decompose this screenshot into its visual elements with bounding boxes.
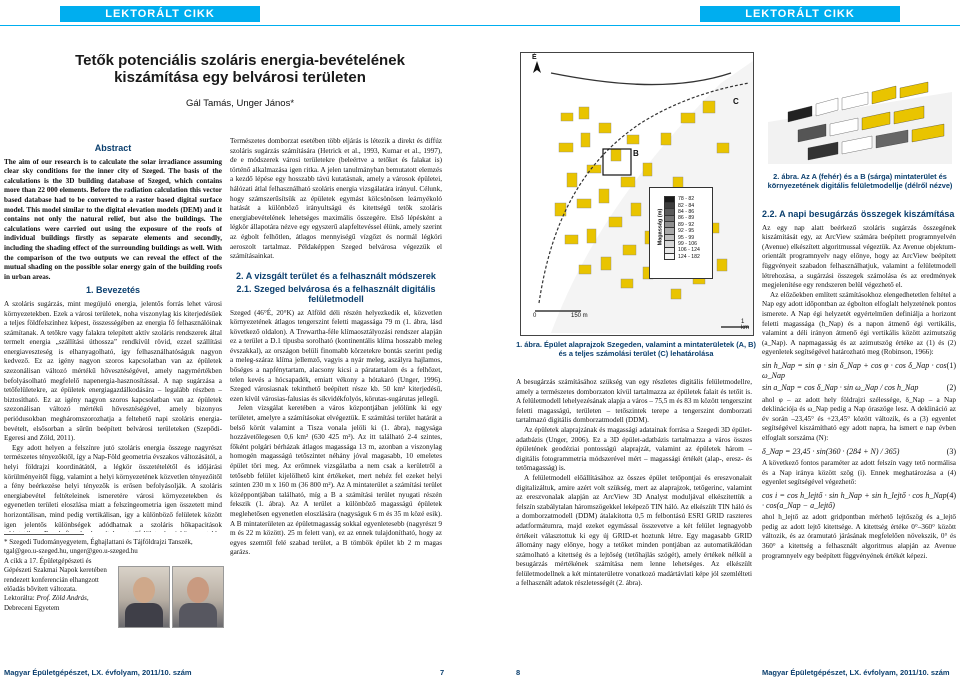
legend-row <box>662 254 700 260</box>
intro-heading: 1. Bevezetés <box>85 285 141 296</box>
section22-heading: 2.2. A napi besugárzás összegek kiszámítása <box>762 209 955 219</box>
equation-1 <box>762 361 956 380</box>
left-footer-page: 7 <box>440 668 445 677</box>
right-col2-paragraph-5: ahol h_lejtő az adott gridpontban mérhető lejtőszög és a_lejtő pedig az adott lejtő kitettsége. A kitettség értéke 0°–360° között változik, és az óramutató járásának megfelelően növekszik, 0° és 360° a kitettség a felhasznált algoritmus alapján az Avenue programnyelv egy beépített függvényének értékét képezi. <box>762 513 956 560</box>
intro-paragraph-2: Egy adott helyen a felszínre jutó szoláris energia összege nagyrészt természetes tényezőktől, így a Nap-Föld geometria évszakos változásától, a helyi földrajzi koordinátától, a légkör összetételétől és időjárási körülményeitől függ, valamint a helyi környezetének közvetlen tényezőitől a fény beérkezése helyi tényezők is erősen befolyásolják. A szoláris energiabevétel feltételeinek ismeretére városi környezetekben és egyenetlen területi eloszlása miatt a felszíngeometria igen összetett mind horizontálisan, mind pedig vertikálisan, így a különböző felületek között igen jelentős különbségek adódhatnak a szoláris hőkapacitások <box>4 443 222 529</box>
right-page <box>480 0 960 680</box>
legend-label: 124 - 182 <box>678 253 700 260</box>
equation-4-body: cos i = cos h_lejtő · sin h_Nap + sin h_lejtő · cos h_Nap · cos(a_Nap − a_lejtő) <box>762 491 947 510</box>
equation-2-number: (2) <box>946 383 956 393</box>
map-north-label: É <box>532 54 537 61</box>
article-authors: Gál Tamás, Unger János* <box>185 98 295 109</box>
left-column <box>4 140 222 532</box>
middle-paragraph-3: Jelen vizsgálat keretében a város központjában jelölünk ki egy területet, amelyre a számításokat elvégeztük. E számítási terület határát a belső körút valamint a Tisza vonala jelöli ki (1. ábra), nagysága hozzávetőlegesen 0,6 km² (630 425 m²). Az itt található 2-4 szintes, főként polgári bérházak átlagos magassága 13 m, azonban a viszonylag homogén magasságú tetőszintet néhány jóval magasabb, 10 emeletes épület töri meg. Az erőmnek vizsgálatba a nem csak a kerületről a tetősebb felület kijelölhető kint értékeket, mert nehéz fel ezeket helyi szinten 230 m x 160 m (36 800 m²). Az A mintaterület a számítási terület középpontjában található, míg a B a számítási terület nyugati részén fekszik (1. ábra). Az A terület a különböző magasságú épületek meglehetősen egyenetlen eloszlására (nagyságuk 6 m és 35 m közé esik). A B mintaterületen az épületmagasság sokkal egyenletesebb (nagyrészt 9 m és 22 m között). 25 m felett van), ez az ennek tulajdonítható, hogy az egyes szemtől felé szabad terület, a B tömbök épület kb 2 m magas garázs. <box>230 404 442 557</box>
left-section-tab: LEKTORÁLT CIKK <box>60 6 260 22</box>
right-col2-paragraph-2: Az előzőekben említett számításokhoz elengedhetetlen feltétel a Nap egy adott időpontban az égbolton elfoglalt helyzetének pontos ismerete. A Nap égi helyzetét egyértelműen definiálja a horizont feletti magassága (h_Nap) és a napon átmenő égi vertikális, valamint a déli irányon átmenő égi vertikális között azimutszög (a_Nap). A napmagasság és az azimutszög értéke az (1) és (2) egyenletek segítségével határozható meg (Robinson, 1966): <box>762 290 956 357</box>
legend-label: 82 - 84 <box>678 202 695 209</box>
left-footer-journal: Magyar Épületgépészet, LX. évfolyam, 2011/10. szám <box>4 668 192 677</box>
footnote-note: A cikk a 17. Épületgépészeti és Gépészeti Szakmai Napok keretében rendezett konferencián elhangzott előadás bővített változata. <box>4 556 107 594</box>
map-legend <box>649 187 713 279</box>
legend-label: 86 - 89 <box>678 215 695 222</box>
footnote-rule <box>4 534 84 535</box>
equation-4 <box>762 491 956 510</box>
right-column-1 <box>516 378 752 660</box>
abstract-heading: Abstract <box>94 143 132 153</box>
legend-label: 106 - 124 <box>678 247 700 254</box>
left-header-rule <box>0 25 480 26</box>
equation-4-number: (4) <box>946 491 956 501</box>
legend-swatch <box>664 253 675 260</box>
article-title-line1: Tetők potenciális szoláris energia-bevételének <box>75 52 405 69</box>
intro-paragraph-1: A szoláris sugárzás, mint megújuló energia, jelentős forrás lehet városi környezetekben. Ezek a városi területek, noha viszonylag kis kiterjedésűek a teljes földfelszínhez képest, összességében az energia fő felhasználóinak számítanak. A tetőkre vagy falakra telepített aktív szoláris rendszerek által termelt energia „szállítási úthossza” rendkívül rövid, ezzel szállítási energiaveszteség is elhanyagolható, így felhasználhatóságuk nagyon kedvező. Ez az igény nagyon szoros kapcsolatban van az épületek szezonálisan változó mértékű hővesztéségével, amely nagymértékben befolyásolható megfelelő napenergia-hasznosítással. A nap sugárzása a tetőfelületekre, az épületek energiagazdálkodására – legalább részben – biztosítható. Ez az igény nagyon szoros kapcsolatban van az épületek szezonálisan változó mértékű hővesztéségével, amely bizonyos periódusokban megháromszorozhatja a feltehető napi szoláris energia-bevételt, elsősorban a sűrűn beépített belvárosi területeken (Szepődi-Egeresi and Zöld, 2011). <box>4 299 222 443</box>
equation-3 <box>762 447 956 457</box>
legend-title: Magasság (m) <box>657 208 664 246</box>
footnote-lector-label: Lektorálta: <box>4 594 35 603</box>
right-col2-paragraph-3: ahol φ – az adott hely földrajzi szélessége, δ_Nap – a Nap deklinációja és ω_Nap pedig a Nap óraszöge lesz. A deklináció az év során –23,45° és +23,45° között változik, és a (3) egyenlet segítségével kiszámítható egy adott napra, ha ismert e nap évben elfoglalt sorszáma (N): <box>762 395 956 443</box>
footnote-lector-name: Prof. Zöld András, <box>36 594 89 603</box>
right-col1-paragraph-2: Az épületek alaprajzának és magassági adatainak forrása a Szegedi 3D épület-adatbázis (Unger, 2006). Ez a 3D épület-adatbázis tartalmazza a város összes épületének geodéziai pontosságú alaprajzát, valamint az épületek három – digitális fotogrammetria módszerével mért – magassági értékét (alap-, eresz- és tetőmagasság) is. <box>516 425 752 473</box>
right-col2-paragraph-4: A következő fontos paraméter az adott felszín vagy tető normálisa és a Nap iránya között szög (i). Ennek meghatározása a (4) egyenlet segítségével végezhető: <box>762 459 956 487</box>
equation-2-body: sin a_Nap = cos δ_Nap · sin ω_Nap / cos h_Nap <box>762 383 919 393</box>
map-scale-zero: 0 <box>533 313 537 319</box>
right-col1-paragraph-1: A besugárzás számításához szükség van egy részletes digitális felületmodellre, amely a természetes domborzaton kívül tartalmazza az épületek falait és tetőit is. A felületmodell lehelyezésának alapja a város – 75,5 m és 83 m között tengerszint feletti magasságú, területen – tetőszintek terepe a tengerszint domborzati tartalmazó digitális domborzatmodell (DDM). <box>516 378 752 425</box>
equation-2 <box>762 383 956 393</box>
right-col1-paragraph-3: A felületmodell előállításához az összes épület tetőpontjai és ereszvonalait digitalizáltuk, amire azért volt szükség, mert az alaprajzok, tetőgerinc, valamint az ereszvonalak alapján az ArcView 3D Analyst moduljával elkészítettük a felszín szabálytalan háromszögekkel leképező TIN háló. Az elkészült TIN háló és a domborzatmodell (DDM) átalakította 0,5 m felbontású ESRI GRID raszteres adatformátumra, majd ezeket egymással összevetve a két felület legnagyobb értékeit választottuk ki egy új GRID-et hoztunk létre. Egy magasabb GRID állomány nagy előnye, hogy a tetőket minden pontjában az automatikálódan számolható a kitettség és a lejtőség (tetőhajlás szögét), amely értékek nélkül a besugárzás mértékének számítása nem lenne lehetséges. Az elkészült felületmodellnek a két mintaterületre vonatkozó madártávlati képe jól szemlélteti a felhasznált adatok részletességét (2. ábra). <box>516 473 752 588</box>
legend-label: 95 - 99 <box>678 234 695 241</box>
legend-label: 84 - 86 <box>678 208 695 215</box>
map-label-b: B <box>633 149 639 158</box>
footnote-affiliation: * Szegedi Tudományegyetem, Éghajlattani és Tájföldrajzi Tanszék, tgal@geo.u-szeged.hu, unger@geo.u-szeged.hu <box>4 538 193 556</box>
right-header-rule <box>480 25 960 26</box>
right-footer-page: 8 <box>516 668 521 677</box>
middle-column <box>230 137 442 663</box>
equation-3-number: (3) <box>946 446 956 456</box>
abstract-text: The aim of our research is to calculate the solar irradiance assuming clear sky conditions for the inner city of Szeged. The basis of the calculations is the 3D building database of Szeged, which contains more than 22 000 elements. Before the radiation calculation this vector based database had to be converted to a raster based digital surface model. This model similar to the digital elevation models (DEM) and it contains not only the natural relief, but also the buildings. The calculations were carried out using the exposure of the roofs of individual buildings firstly as separate elements and secondly, including the shading effect of the surrounding buildings as well. With the comparison of the two outputs we can reveal the effect of the mutual shading on the possible solar energy gain of the building roofs in urban areas. <box>4 157 222 281</box>
right-column-2 <box>762 206 956 662</box>
middle-paragraph-1: Természetes domborzat esetében több eljárás is létezik a direkt és diffúz szoláris sugárzás számítására (Hetrick et al., 1993, Kumar et al., 1997), de e módszerek városi területekre (beleértve a tetőket és falakat is) történő alkalmazása igen ritka. A jelen tanulmányban bemutatott elemzés a kezdő lépése egy hosszabb távú kutatásnak, amely a városok épületei, hálózati átlal felhasználható szoláris energia vizsgálatára irányul. Célunk, hogy számszerűsítsük az épületek egymást kölcsönösen leárnyékoló hatását a különböző irányultságú és kitettségű tetők szoláris energiabevételének lehetséges maximális összegére. Első lépésként a légkör állapotára nézve egy egyszerű alapfeltevéssel élünk, amely szerint az égbolt felhőtlen, átlagos mennyiségű vízgőzt és normál légköri aeroszolt tartalmaz. Példaképpen Szeged belvárosa végezzük el számításainkat. <box>230 137 442 261</box>
author-photo-gal <box>118 566 170 628</box>
equation-1-number: (1) <box>946 360 956 370</box>
right-footer-journal: Magyar Épületgépészet, LX. évfolyam, 2011/10. szám <box>762 668 950 677</box>
legend-label: 78 - 82 <box>678 196 695 203</box>
article-title-line2: kiszámítása egy belvárosi területen <box>114 69 366 86</box>
middle-paragraph-2: Szeged (46°É, 20°K) az Alföld déli részén helyezkedik el, közvetlen környezetének átlagos tengerszint feletti magassága 79 m (1. ábra, lásd következő oldalon). A Trewartha-féle klímaosztályozási rendszer alapján ez a terület a D.1 típusba sorolható (kontinentális klíma hosszabb meleg évszakkal), az országon belüli finomabb körzetekre bontás szerint pedig a meleg-száraz klíma jellemző, vagyis a nyár meleg, aszályra hajlamos, bőséges a napfénytartam, alacsony kicsi a páratartalom és a felhőzet, telen kevés a hócsapadék, emiatt vékony a hótakaró (Unger, 1996). Szeged városiasnak tekinthető beépített része kb. 50 km² kiterjedésű, ezen kívül városias-falusias és síkvidékfolyós, körutas-sugárutas jellegű. <box>230 308 442 403</box>
map-label-c: C <box>733 97 739 106</box>
legend-label: 92 - 95 <box>678 228 695 235</box>
right-section-tab: LEKTORÁLT CIKK <box>700 6 900 22</box>
surface-model-drawing <box>768 52 952 164</box>
equation-3-body: δ_Nap = 23,45 · sin(360 · (284 + N) / 365) <box>762 446 900 456</box>
footnote-lector-affil: Debreceni Egyetem <box>4 603 60 612</box>
equation-1-body: sin h_Nap = sin φ · sin δ_Nap + cos φ · cos δ_Nap · cos ω_Nap <box>762 360 947 380</box>
map-scale-right: 1 km <box>741 319 749 331</box>
section2-heading: 2. A vizsgált terület és a felhasznált módszerek <box>236 270 436 281</box>
figure1-caption: 1. ábra. Épület alaprajzok Szegeden, valamint a mintaterületek (A, B) és a teljes számolási terület (C) lehatárolása <box>516 340 756 358</box>
map-drawing <box>521 53 753 335</box>
figure2-surface-model <box>768 52 952 164</box>
author-photo-unger <box>172 566 224 628</box>
map-scale-left: 150 m <box>571 313 588 319</box>
section21-heading: 2.1. Szeged belvárosa és a felhasznált digitális felületmodell <box>236 284 436 304</box>
legend-label: 99 - 106 <box>678 240 698 247</box>
article-title <box>30 52 450 86</box>
right-col2-paragraph-1: Az egy nap alatt beérkező szoláris sugárzás összegének kiszámítását egy, az ArcView számára beépített programnyelvén (Avenue) elkészített algoritmussal végeztük. Az Avenue objektum-orientált programnyelv nagy előnye, hogy az ArcView beépített függvényeit szabadon felhasználhatjuk, valamint a felületmodell létrehozása, a sugárzási összegek számolása és az eredmények megjelenítése egy rendszeren belül végezhető el. <box>762 223 956 290</box>
figure1-map <box>520 52 754 336</box>
legend-rows <box>662 196 700 260</box>
legend-label: 89 - 92 <box>678 221 695 228</box>
figure2-caption: 2. ábra. Az A (fehér) és a B (sárga) mintaterület és környezetének digitális felületmodellje (délről nézve) <box>767 172 953 190</box>
